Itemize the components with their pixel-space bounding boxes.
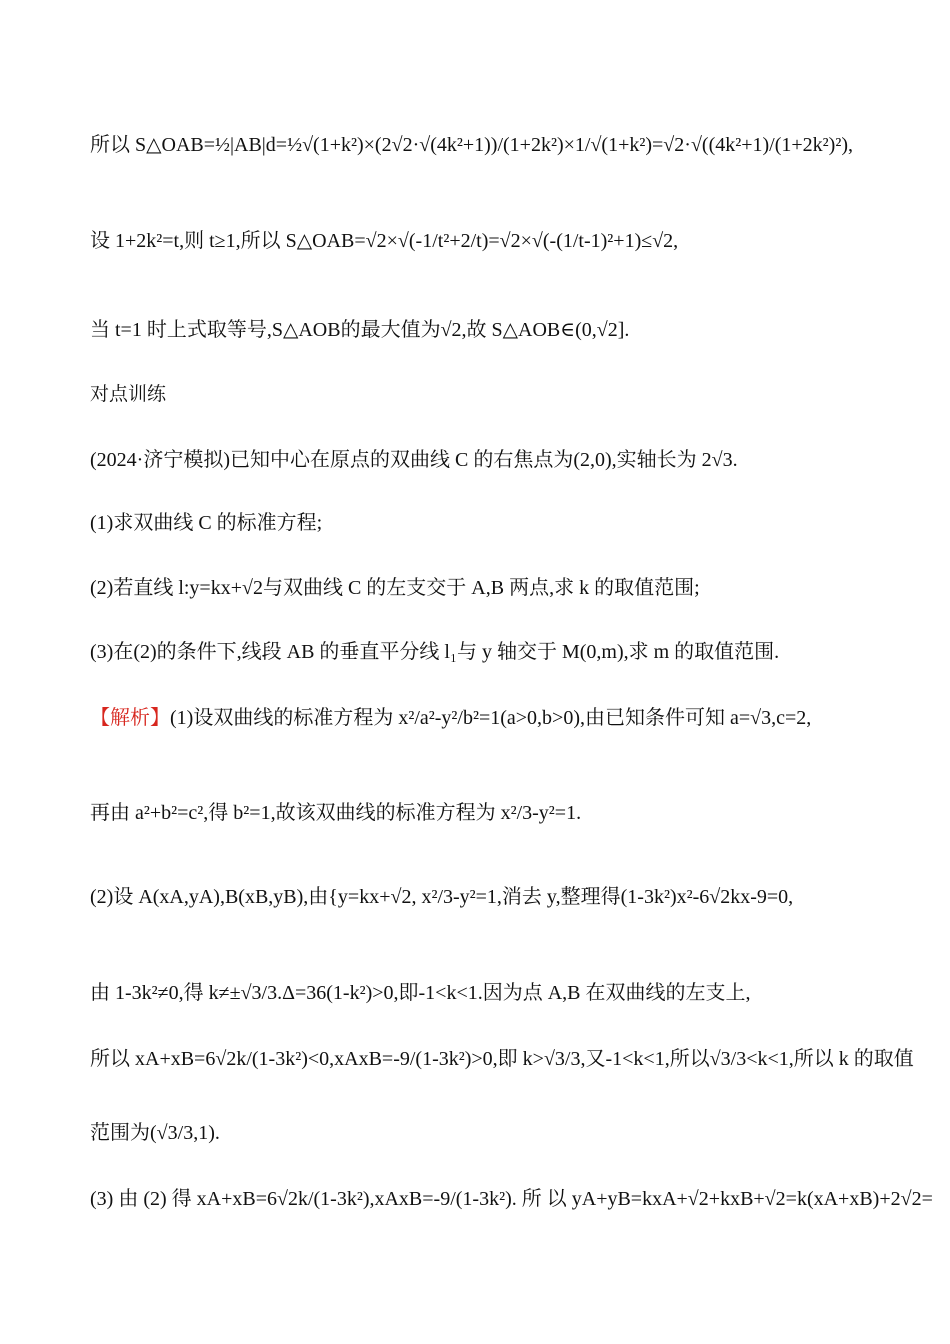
solution-line-4: 由 1-3k²≠0,得 k≠±√3/3.Δ=36(1-k²)>0,即-1<k<1.因为点 A,B 在双曲线的左支上, xyxy=(90,982,751,1004)
solution-text-1: (1)设双曲线的标准方程为 x²/a²-y²/b²=1(a>0,b>0),由已知条件可知 a=√3,c=2, xyxy=(170,707,812,729)
solution-line-5: 所以 xA+xB=6√2k/(1-3k²)<0,xAxB=-9/(1-3k²)>0,即 k>√3/3,又-1<k<1,所以√3/3<k<1,所以 k 的取值 xyxy=(90,1048,914,1070)
question-2: (2)若直线 l:y=kx+√2与双曲线 C 的左支交于 A,B 两点,求 k 的取值范围; xyxy=(90,577,700,599)
solution-line-1 xyxy=(90,705,880,731)
text-line-3: 当 t=1 时上式取等号,S△AOB的最大值为√2,故 S△AOB∈(0,√2]. xyxy=(90,319,630,341)
section-heading: 对点训练 xyxy=(90,383,167,405)
solution-line-6: 范围为(√3/3,1). xyxy=(90,1122,220,1144)
question-3: (3)在(2)的条件下,线段 AB 的垂直平分线 l₁与 y 轴交于 M(0,m),求 m 的取值范围. xyxy=(90,641,780,663)
question-1: (1)求双曲线 C 的标准方程; xyxy=(90,512,323,534)
text-line-2: 设 1+2k²=t,则 t≥1,所以 S△OAB=√2×√(-1/t²+2/t)=√2×√(-(1/t-1)²+1)≤√2, xyxy=(90,230,679,252)
solution-line-3: (2)设 A(xA,yA),B(xB,yB),由{y=kx+√2, x²/3-y²=1,消去 y,整理得(1-3k²)x²-6√2kx-9=0, xyxy=(90,886,794,908)
solution-line-7: (3) 由 (2) 得 xA+xB=6√2k/(1-3k²),xAxB=-9/(1-3k²). 所 以 yA+yB=kxA+√2+kxB+√2=k(xA+xB)+2√2= xyxy=(90,1188,933,1210)
text-line-1: 所以 S△OAB=½|AB|d=½√(1+k²)×(2√2·√(4k²+1))/(1+2k²)×1/√(1+k²)=√2·√((4k²+1)/(1+2k²)²), xyxy=(90,134,853,156)
solution-line-2: 再由 a²+b²=c²,得 b²=1,故该双曲线的标准方程为 x²/3-y²=1. xyxy=(90,802,582,824)
solution-label: 【解析】 xyxy=(90,707,170,729)
problem-statement: (2024·济宁模拟)已知中心在原点的双曲线 C 的右焦点为(2,0),实轴长为 2√3. xyxy=(90,449,738,471)
